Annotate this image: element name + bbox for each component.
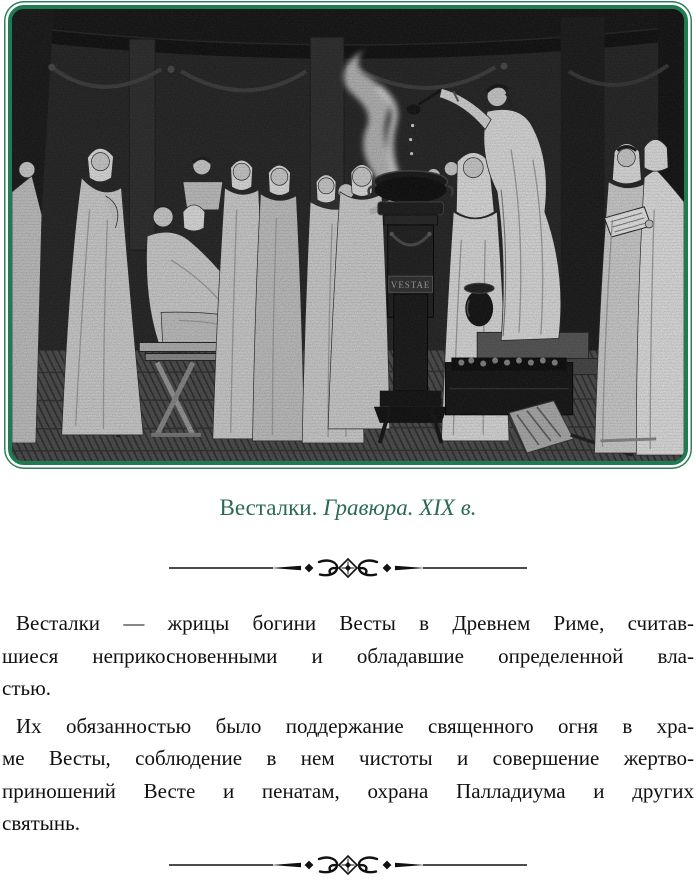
text-line: шиеся неприкосновенными и обладавшие определенной вла- [2, 643, 694, 668]
scroll-curl-right-icon [359, 857, 377, 872]
ornamental-divider-bottom [167, 854, 529, 876]
grain-light-overlay [12, 9, 684, 461]
scroll-curl-left-icon [319, 857, 337, 872]
text-line: приношений Весте и пенатам, охрана Палладиума и других [2, 778, 694, 803]
text-line: ме Весты, соблюдение в нем чистоты и совершение жертво- [2, 746, 694, 770]
figure-caption [0, 495, 696, 521]
scroll-curl-right-icon [359, 561, 377, 576]
scroll-curl-left-icon [319, 561, 337, 576]
caption-title: Весталки. [219, 495, 324, 520]
altar-inscription: VESTAE [390, 280, 431, 291]
text-line: стью. [2, 676, 52, 700]
rosette-diamond-icon [339, 559, 357, 577]
vestals-engraving-scene [12, 9, 684, 461]
paragraph [2, 710, 694, 840]
article-text [2, 607, 694, 840]
vestals-engraving [12, 9, 684, 461]
divider-ornament-icon [167, 854, 529, 876]
text-line: Их обязанностью было поддержание священного огня в хра- [16, 713, 694, 738]
caption-subtitle: Гравюра. XIX в. [323, 495, 477, 520]
text-line: Весталки — жрицы богини Весты в Древнем Риме, считав- [16, 611, 694, 635]
rosette-diamond-icon [339, 856, 357, 874]
ornamental-divider-top [167, 557, 529, 579]
text-line: святынь. [2, 811, 80, 835]
engraving-frame [8, 5, 688, 465]
divider-ornament-icon [167, 557, 529, 579]
paragraph [2, 607, 694, 705]
